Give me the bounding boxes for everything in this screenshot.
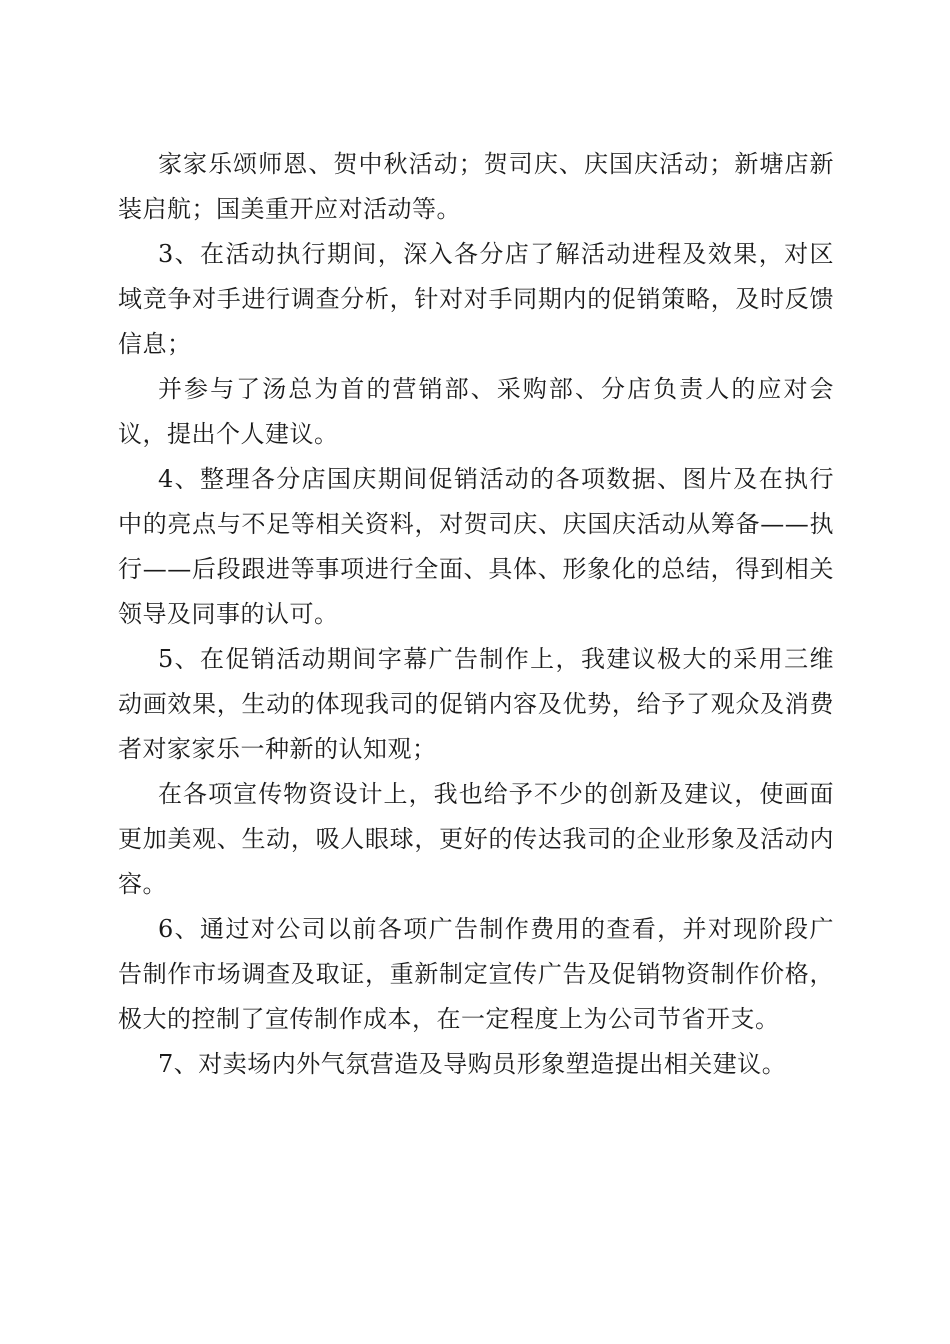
paragraph-item-7: 7、对卖场内外气氛营造及导购员形象塑造提出相关建议。 xyxy=(158,1050,787,1078)
paragraph-activities-list: 家家乐颂师恩、贺中秋活动；贺司庆、庆国庆活动；新塘店新装启航；国美重开应对活动等。 xyxy=(118,150,834,223)
paragraph-item-6: 6、通过对公司以前各项广告制作费用的查看，并对现阶段广告制作市场调查及取证，重新制定宣传广告及促销物资制作价格，极大的控制了宣传制作成本，在一定程度上为公司节省开支。 xyxy=(118,915,834,1033)
paragraph-item-5: 5、在促销活动期间字幕广告制作上，我建议极大的采用三维动画效果，生动的体现我司的促销内容及优势，给予了观众及消费者对家家乐一种新的认知观； xyxy=(118,645,834,763)
paragraph-design: 在各项宣传物资设计上，我也给予不少的创新及建议，使画面更加美观、生动，吸人眼球，更好的传达我司的企业形象及活动内容。 xyxy=(118,780,834,898)
document-body xyxy=(118,142,834,1087)
paragraph-item-3: 3、在活动执行期间，深入各分店了解活动进程及效果，对区域竞争对手进行调查分析，针对对手同期内的促销策略，及时反馈信息； xyxy=(118,240,834,358)
paragraph-item-4: 4、整理各分店国庆期间促销活动的各项数据、图片及在执行中的亮点与不足等相关资料，对贺司庆、庆国庆活动从筹备——执行——后段跟进等事项进行全面、具体、形象化的总结，得到相关领导及同事的认可。 xyxy=(118,465,834,628)
paragraph-meeting: 并参与了汤总为首的营销部、采购部、分店负责人的应对会议，提出个人建议。 xyxy=(118,375,834,448)
